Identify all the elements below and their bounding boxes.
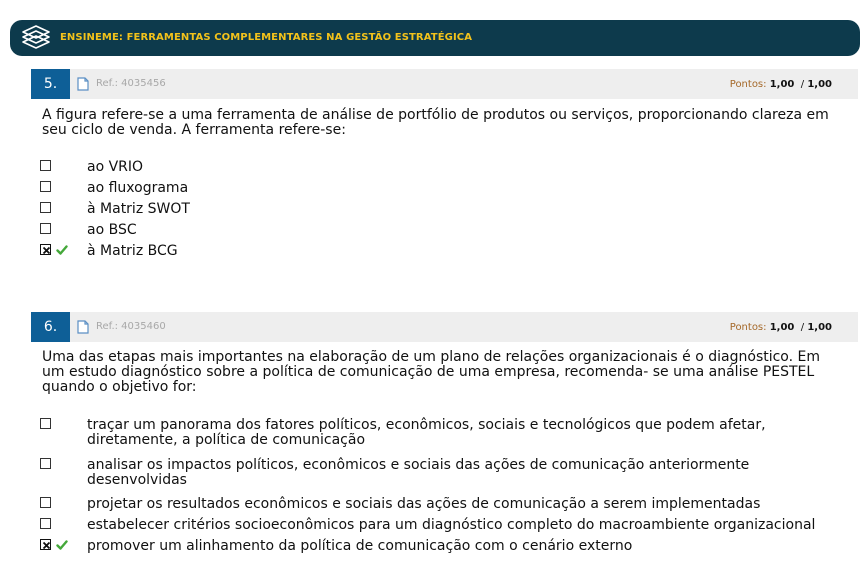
checkbox[interactable] (40, 160, 51, 171)
answer-option[interactable] (40, 202, 840, 222)
option-label: projetar os resultados econômicos e sociais das ações de comunicação a serem implementadas (87, 496, 761, 512)
answer-option[interactable] (40, 458, 840, 492)
option-label: ao BSC (87, 222, 137, 238)
checkbox[interactable] (40, 223, 51, 234)
option-label: traçar um panorama dos fatores políticos, econômicos, sociais e tecnológicos que podem afetar, diretamente, a política de comunicação (87, 417, 766, 448)
document-icon[interactable] (77, 77, 89, 91)
answer-option[interactable] (40, 497, 840, 517)
option-label: analisar os impactos políticos, econômicos e sociais das ações de comunicação anteriormente desenvolvidas (87, 457, 750, 488)
checkbox[interactable] (40, 518, 51, 529)
answer-option[interactable] (40, 160, 840, 180)
option-label: estabelecer critérios socioeconômicos para um diagnóstico completo do macroambiente organizacional (87, 517, 816, 533)
question-ref: Ref.: 4035460 (96, 321, 166, 332)
checkbox[interactable] (40, 202, 51, 213)
question-points: Pontos: 1,00 / 1,00 (729, 322, 832, 333)
checked-checkbox[interactable] (40, 244, 51, 255)
question-points: Pontos: 1,00 / 1,00 (729, 79, 832, 90)
checkbox[interactable] (40, 458, 51, 469)
question-number: 6. (31, 312, 70, 342)
option-label: ao fluxograma (87, 180, 189, 196)
checkbox[interactable] (40, 418, 51, 429)
answer-option-selected[interactable] (40, 244, 840, 264)
question-stem: Uma das etapas mais importantes na elaboração de um plano de relações organizacionais é o diagnóstico. Em um estudo diagnóstico sobre a política de comunicação de uma empresa, recomenda- se uma análise PESTEL quando o objetivo for: (42, 349, 821, 395)
checkbox[interactable] (40, 181, 51, 192)
checked-checkbox[interactable] (40, 539, 51, 550)
option-label: promover um alinhamento da política de comunicação com o cenário externo (87, 538, 633, 554)
checkbox[interactable] (40, 497, 51, 508)
question-header (31, 312, 858, 342)
document-icon[interactable] (77, 320, 89, 334)
question-header (31, 69, 858, 99)
answer-option[interactable] (40, 223, 840, 243)
option-label: à Matriz SWOT (87, 201, 190, 217)
answer-option[interactable] (40, 518, 840, 538)
answer-option[interactable] (40, 181, 840, 201)
question-number: 5. (31, 69, 70, 99)
question-ref: Ref.: 4035456 (96, 78, 166, 89)
books-stack-icon (20, 25, 52, 51)
correct-check-icon (56, 244, 68, 256)
answer-option[interactable] (40, 418, 840, 452)
option-label: à Matriz BCG (87, 243, 178, 259)
option-label: ao VRIO (87, 159, 144, 175)
answer-option-selected[interactable] (40, 539, 840, 559)
correct-check-icon (56, 539, 68, 551)
question-stem: A figura refere-se a uma ferramenta de análise de portfólio de produtos ou serviços, proporcionando clareza em seu ciclo de venda. A ferramenta refere-se: (42, 107, 829, 138)
course-banner (10, 20, 860, 56)
course-title: ENSINEME: FERRAMENTAS COMPLEMENTARES NA GESTÃO ESTRATÉGICA (60, 32, 473, 43)
